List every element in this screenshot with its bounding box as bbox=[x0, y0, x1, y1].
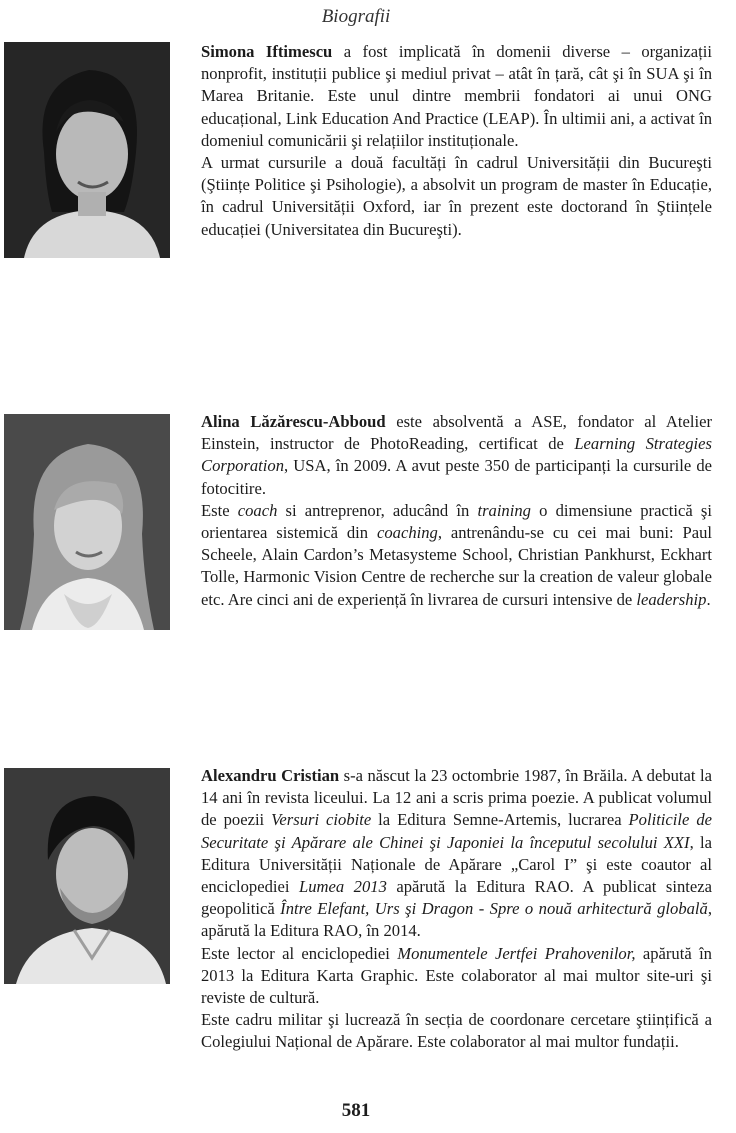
bio-paragraph bbox=[201, 1009, 712, 1053]
bio-paragraph bbox=[201, 152, 712, 241]
bio-text bbox=[201, 411, 712, 611]
italic-title: coaching bbox=[377, 523, 438, 543]
text-run: este absolventă a ASE, fondator al Atelier Einstein, instructor de PhotoReading, certificat de bbox=[201, 412, 712, 454]
running-header: Biografii bbox=[321, 6, 391, 27]
bio-paragraph bbox=[201, 765, 712, 943]
person-name: Alina Lăzărescu-Abboud bbox=[201, 412, 386, 431]
text-run: Este cadru militar şi lucrează în secția de coordonare cercetare ştiințifică a Colegiului Național de Apărare. Este colaborator al mai multor fundații. bbox=[201, 1010, 712, 1052]
italic-title: coach bbox=[237, 500, 278, 520]
portrait-woman-light-hair-icon bbox=[4, 414, 170, 630]
text-run: A urmat cursurile a două facultăți în cadrul Universității din Bucureşti (Ştiințe Politice şi Psihologie), a absolvit un program de master în Educație, în cadrul Universității Oxford, iar în prezent este doctorand în Ştiințele educației (Universitatea din Bucureşti). bbox=[201, 153, 712, 239]
portrait-woman-dark-hair-icon bbox=[4, 42, 170, 258]
italic-title: leadership bbox=[636, 589, 707, 609]
portrait-man-icon bbox=[4, 768, 170, 984]
italic-title: Versuri ciobite bbox=[271, 810, 372, 830]
text-run: la Editura Semne-Artemis, lucrarea bbox=[371, 810, 629, 830]
person-name: Alexandru Cristian bbox=[201, 766, 340, 785]
text-run: , la Editura Universității Naționale de Apărare „Carol I” şi este coautor al enciclopediei bbox=[201, 832, 712, 897]
portrait-photo bbox=[4, 768, 170, 984]
bio-paragraph bbox=[201, 41, 712, 152]
italic-title: Monumentele Jertfei Prahovenilor, bbox=[397, 943, 636, 963]
italic-title: Lumea 2013 bbox=[298, 877, 387, 897]
portrait-photo bbox=[4, 414, 170, 630]
text-run: o dimensiune practică şi orientarea sistemică din bbox=[201, 500, 712, 543]
text-run: , USA, în 2009. A avut peste 350 de participanți la cursurile de fotocitire. bbox=[201, 456, 712, 498]
text-run: , antrenându-se cu cei mai buni: Paul Scheele, Alain Cardon’s Metasysteme School, Christian Pankhurst, Eckhart Tolle, Harmonic Vision Centre de recherche sur la creation de valeur globale etc. Are cinci ani de experiență în livrarea de cursuri intensive de bbox=[201, 523, 712, 609]
text-run: s-a născut la 23 octombrie 1987, în Brăila. A debutat la 14 ani în revista liceului. La 12 ani a scris prima poezie. A publicat volumul de poezii bbox=[201, 766, 712, 830]
bio-paragraph bbox=[201, 943, 712, 1010]
italic-title: training bbox=[477, 500, 531, 520]
text-run: a fost implicată în domenii diverse – organizații nonprofit, instituții publice şi mediul privat – atât în țară, cât şi în SUA şi în Marea Britanie. Este unul dintre membrii fondatori ai unui ONG educațional, Link Education And Practice (LEAP). În ultimii ani, a activat în domeniul comunicării şi relațiilor instituționale. bbox=[201, 42, 712, 150]
person-name: Simona Iftimescu bbox=[201, 42, 333, 61]
text-run: , apărută la Editura RAO, în 2014. bbox=[201, 899, 712, 941]
bio-text bbox=[201, 41, 712, 241]
portrait-photo bbox=[4, 42, 170, 258]
bio-text bbox=[201, 765, 712, 1054]
text-run: Este lector al enciclopediei bbox=[201, 943, 398, 963]
bio-paragraph bbox=[201, 411, 712, 500]
text-run: . bbox=[706, 589, 711, 609]
text-run: apărută în 2013 la Editura Karta Graphic. Este colaborator al mai multor site-uri şi reviste de cultură. bbox=[201, 943, 712, 1008]
text-run: apărută la Editura RAO. A publicat sinteza geopolitică bbox=[201, 877, 713, 919]
text-run: Este bbox=[201, 500, 238, 520]
bio-paragraph bbox=[201, 500, 712, 611]
page-number: 581 bbox=[341, 1100, 371, 1121]
italic-title: Politicile de Securitate şi Apărare ale Chinei şi Japoniei la începutul secolului XXI bbox=[201, 810, 712, 852]
italic-title: Learning Strategies Corporation bbox=[201, 434, 712, 476]
italic-title: Între Elefant, Urs şi Dragon - Spre o nouă arhitectură globală bbox=[280, 899, 708, 919]
text-run: si antreprenor, aducând în bbox=[277, 500, 478, 520]
